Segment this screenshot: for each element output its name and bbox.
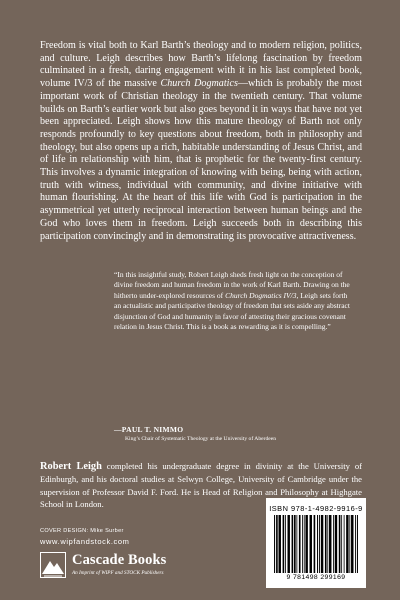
- publisher-website: www.wipfandstock.com: [40, 537, 130, 546]
- barcode-bar: [333, 515, 334, 573]
- barcode-bar: [314, 515, 316, 573]
- barcode-bar: [317, 515, 318, 573]
- barcode-bar: [285, 515, 286, 573]
- publisher-name: Cascade Books: [72, 552, 167, 568]
- barcode-bar: [279, 515, 281, 573]
- barcode-bar: [327, 515, 328, 573]
- book-description: [40, 40, 362, 243]
- barcode-bar: [321, 515, 323, 573]
- author-name: Robert Leigh: [40, 461, 102, 472]
- barcode-bar: [355, 515, 356, 573]
- barcode-bar: [296, 515, 297, 573]
- barcode-bar: [277, 515, 278, 573]
- barcode-bar: [349, 515, 350, 573]
- description-text-2: —which is probably the most important work of Christian theology in the twentieth century. That volume builds on Barth’s earlier work but also goes beyond it in ways that have not yet been appreciated. Leigh shows how this mature theology of Barth not only responds profoundly to key questions about freedom, both in philosophy and theology, but also opens up a rich, habitable understanding of Jesus Christ, and of life in relationship with him, that is prophetic for the twenty-first century. This involves a dynamic integration of knowing with being, being with action, truth with witness, individual with community, and divine initiative with human flourishing. At the heart of this life with God is participation in the asymmetrical yet utterly reciprocal interaction between human beings and the God who loves them in freedom. Leigh succeeds both in describing this participation convincingly and in demonstrating its provocative attractiveness.: [40, 78, 362, 242]
- barcode-bar: [304, 515, 305, 573]
- isbn-barcode-box: [266, 498, 366, 588]
- barcode-bar: [339, 515, 341, 573]
- barcode-bar: [341, 515, 342, 573]
- barcode-digits: 9 781498 299169: [286, 574, 346, 581]
- barcode-bar: [276, 515, 277, 573]
- publisher-logo: [40, 552, 230, 586]
- quote-title-italic: Church Dogmatics IV/3: [225, 290, 297, 300]
- barcode-bar: [319, 515, 320, 573]
- barcode-graphic: [272, 515, 360, 573]
- barcode-bar: [294, 515, 296, 573]
- publisher-imprint: An Imprint of WIPF and STOCK Publishers: [72, 570, 164, 576]
- barcode-bar: [346, 515, 348, 573]
- description-text-1: Freedom is vital both to Karl Barth’s theology and to modern religion, politics, and culture. Leigh describes how Barth’s lifelong fascination by freedom culminated in a fresh, daring engagement with it in his last completed book, volume IV/3 of the massive: [40, 40, 362, 90]
- barcode-bar: [351, 515, 353, 573]
- barcode-bar: [329, 515, 331, 573]
- endorser-title: King’s Chair of Systematic Theology at the University of Aberdeen: [125, 436, 277, 442]
- cover-design-credit: COVER DESIGN: Mike Surber: [40, 528, 124, 534]
- isbn-label: ISBN 978-1-4982-9916-9: [269, 504, 363, 513]
- barcode-bar: [344, 515, 345, 573]
- barcode-bar: [325, 515, 327, 573]
- barcode-bar: [310, 515, 312, 573]
- author-bio-text: completed his undergraduate degree in divinity at the University of Edinburgh, and his doctoral studies at Selwyn College, University of Cambridge under the supervision of Professor David F. Ford. He is Head of Religion and Philosophy at Highgate School in London.: [40, 461, 362, 509]
- barcode-bar: [335, 515, 337, 573]
- barcode-bar: [357, 515, 358, 573]
- endorsement-quote: [114, 270, 354, 332]
- barcode-bar: [274, 515, 275, 573]
- barcode-bar: [302, 515, 303, 573]
- barcode-bar: [287, 515, 289, 573]
- barcode-bar: [283, 515, 285, 573]
- quote-text-1: “In this insightful study, Robert Leigh sheds fresh light on the conception of divine freedom and human freedom in the work of Karl Barth. Drawing on the hitherto under-explored resources of: [114, 270, 350, 300]
- barcode-bar: [292, 515, 294, 573]
- quote-text-2: , Leigh sets forth an actualistic and participative theology of freedom that sets aside any abstract disjunction of God and humanity in favor of attesting their gracious covenant relation in Jesus Christ. This is a book as rewarding as it is compelling.”: [114, 290, 350, 332]
- mountain-logo-icon: [40, 552, 66, 578]
- endorser-name: —PAUL T. NIMMO: [114, 425, 184, 434]
- barcode-bar: [299, 515, 301, 573]
- barcode-bar: [305, 515, 307, 573]
- description-title-italic: Church Dogmatics: [160, 78, 238, 90]
